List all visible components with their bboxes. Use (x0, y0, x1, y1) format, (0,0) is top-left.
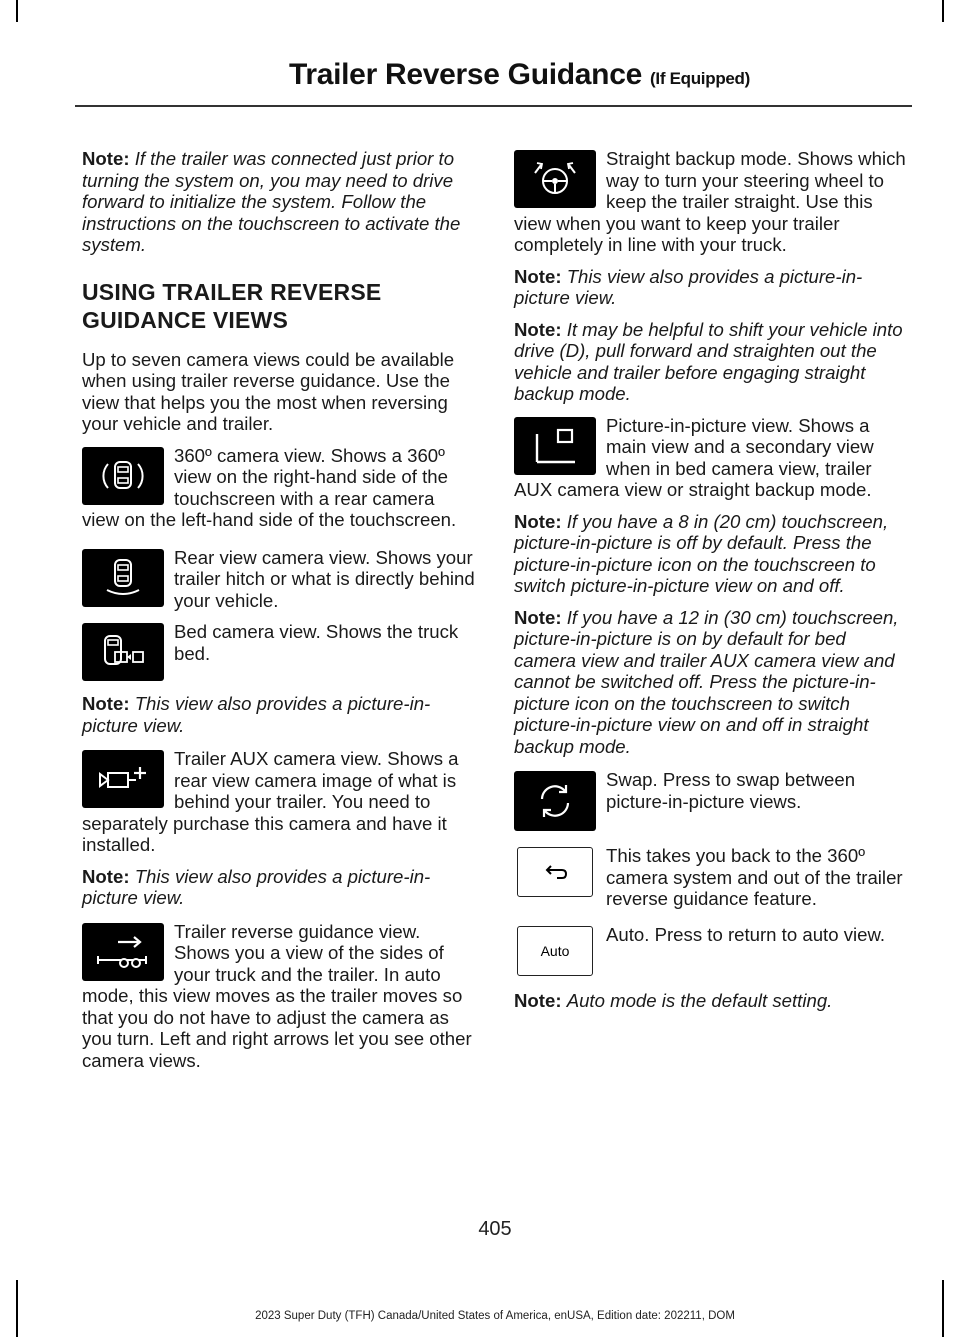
note-text: Auto mode is the default setting. (566, 989, 833, 1011)
entry-straight-backup (514, 148, 908, 256)
section-heading: USING TRAILER REVERSE GUIDANCE VIEWS (82, 278, 382, 333)
entry-rear-text: Rear view camera view. Shows your trailer hitch or what is directly behind your vehicle. (174, 546, 475, 611)
header-title-text: Trailer Reverse Guidance (288, 58, 642, 91)
entry-aux-view (82, 748, 476, 856)
note-label: Note: (82, 148, 130, 169)
edition-info: 2023 Super Duty (TFH) Canada/United States of America, enUSA, Edition date: 202211, DOM (255, 1310, 735, 1322)
note-12in-pip (514, 607, 908, 758)
entry-auto-text: Auto. Press to return to auto view. (606, 923, 886, 945)
page-header-title (289, 58, 750, 92)
entry-360-text: 360º camera view. Shows a 360º view on the right-hand side of the touchscreen with a rear camera view on the left-hand side of the touchscreen. (82, 444, 457, 530)
note-bed-pip (82, 693, 476, 736)
note-auto-default (514, 990, 908, 1012)
entry-rear-view (82, 547, 476, 612)
entry-pip-view (514, 415, 908, 501)
header-divider (75, 105, 912, 107)
crop-mark-bottom-left (16, 1280, 18, 1337)
entry-straight-text: Straight backup mode. Shows which way to turn your steering wheel to keep the trailer straight. Use this view when you want to keep your trailer completely in line with your truck. (514, 148, 906, 255)
note-text: This view also provides a picture-in-picture view. (82, 693, 431, 736)
left-column (82, 148, 476, 1081)
trailer-aux-camera-icon (82, 750, 164, 808)
header-title-suffix: (If Equipped) (650, 69, 750, 88)
camera-360-icon (82, 447, 164, 505)
entry-360-view (82, 445, 476, 531)
entry-aux-text: Trailer AUX camera view. Shows a rear view camera image of what is behind your trailer. You need to separately purchase this camera and have it installed. (82, 748, 459, 855)
note-initialize (82, 148, 476, 256)
entry-trg-view (82, 921, 476, 1072)
crop-mark-top-left (16, 0, 18, 22)
swap-icon (514, 771, 596, 831)
entry-trg-text: Trailer reverse guidance view. Shows you a view of the sides of your truck and the trailer. In auto mode, this view moves as the trailer moves so that you do not have to adjust the camera as you turn. Left and right arrows let you see other camera views. (82, 920, 472, 1071)
note-label: Note: (82, 865, 130, 887)
entry-bed-view (82, 621, 476, 685)
entry-swap-text: Swap. Press to swap between picture-in-picture views. (606, 769, 856, 812)
note-straight-pip (514, 266, 908, 309)
picture-in-picture-icon (514, 417, 596, 475)
note-text: This view also provides a picture-in-picture view. (514, 265, 863, 308)
note-shift-drive (514, 319, 908, 405)
note-aux-pip (82, 866, 476, 909)
entry-swap (514, 769, 908, 835)
entry-back-text: This takes you back to the 360º camera system and out of the trailer reverse guidance feature. (606, 845, 903, 909)
note-label: Note: (514, 318, 562, 340)
rear-camera-icon (82, 549, 164, 607)
back-arrow-icon (517, 847, 593, 897)
bed-camera-icon (82, 623, 164, 681)
entry-auto (514, 924, 908, 980)
note-label: Note: (82, 693, 130, 714)
right-column (514, 148, 908, 1021)
note-text: This view also provides a picture-in-picture view. (82, 865, 431, 908)
note-text: If you have a 12 in (30 cm) touchscreen, picture-in-picture is on by default for bed camera view and trailer AUX camera view and cannot be switched off. Press the picture-in-picture icon on the touchscreen to switch picture-in-picture view on and off in straight backup mode. (514, 606, 899, 757)
note-8in-pip (514, 511, 908, 597)
intro-paragraph: Up to seven camera views could be available when using trailer reverse guidance. Use the view that helps you the most when reversing your vehicle and trailer. (82, 348, 455, 434)
auto-icon-label: Auto (540, 942, 570, 959)
note-label: Note: (514, 265, 562, 287)
note-label: Note: (514, 510, 562, 532)
note-text: It may be helpful to shift your vehicle into drive (D), pull forward and straighten out the vehicle and trailer before engaging straight backup mode. (514, 318, 903, 404)
trailer-reverse-guidance-icon (82, 923, 164, 981)
note-label: Note: (514, 606, 562, 628)
crop-mark-top-right (942, 0, 944, 22)
entry-pip-text: Picture-in-picture view. Shows a main view and a secondary view when in bed camera view, trailer AUX camera view or straight backup mode. (514, 414, 874, 500)
steering-wheel-icon (514, 150, 596, 208)
note-text: If the trailer was connected just prior to turning the system on, you may need to drive forward to initialize the system. Follow the instructions on the touchscreen to activate the system. (82, 148, 461, 255)
note-text: If you have a 8 in (20 cm) touchscreen, picture-in-picture is off by default. Press the picture-in-picture icon on the touchscreen to switch picture-in-picture view on and off. (514, 510, 889, 596)
page-number: 405 (478, 1218, 512, 1240)
note-label: Note: (514, 989, 562, 1011)
entry-bed-text: Bed camera view. Shows the truck bed. (174, 621, 459, 664)
entry-back (514, 845, 908, 910)
crop-mark-bottom-right (942, 1280, 944, 1337)
auto-button-icon (517, 926, 593, 976)
